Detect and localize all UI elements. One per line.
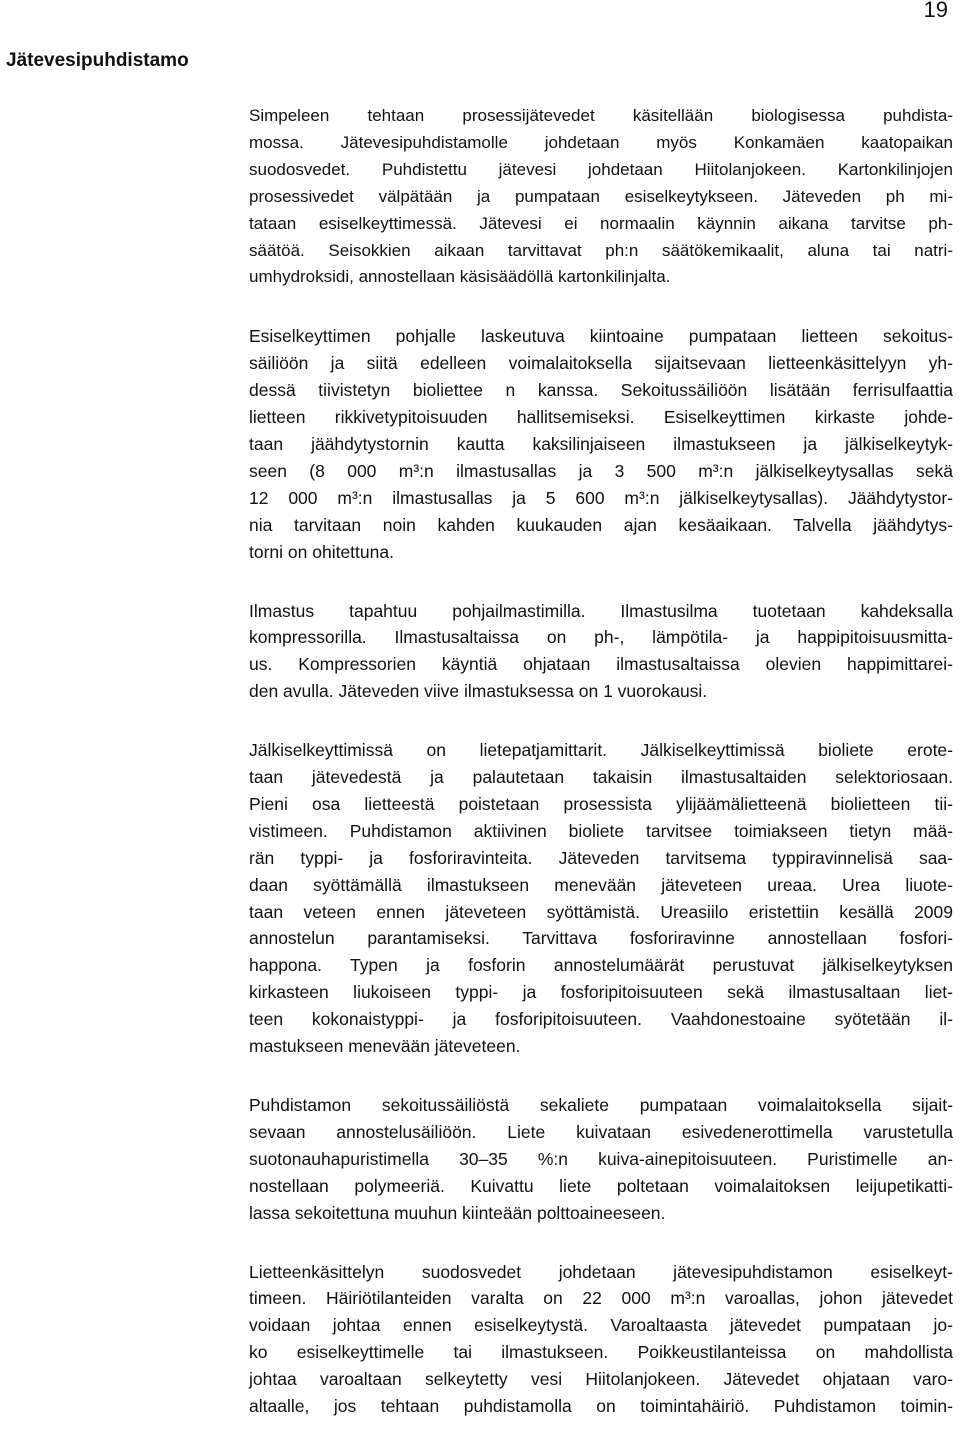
text-line: nostellaan polymeeriä. Kuivattu liete poltetaan voimalaitoksen leijupetikatti-	[249, 1175, 953, 1196]
text-line: mastukseen menevään jäteveteen.	[249, 1036, 521, 1057]
text-line: ko esiselkeyttimelle tai ilmastukseen. Poikkeustilanteissa on mahdollista	[249, 1342, 953, 1363]
text-line: tataan esiselkeyttimessä. Jätevesi ei normaalin käynnin aikana tarvitse ph-	[249, 213, 953, 233]
text-line: säiliöön ja siitä edelleen voimalaitoksella sijaitsevaan lietteenkäsittelyyn yh-	[249, 353, 953, 374]
text-line: kompressorilla. Ilmastusaltaissa on ph-, lämpötila- ja happipitoisuusmitta-	[249, 627, 953, 648]
text-line: Lietteenkäsittelyn suodosvedet johdetaan jätevesipuhdistamon esiselkeyt-	[249, 1261, 953, 1282]
text-line: suodosvedet. Puhdistettu jätevesi johdetaan Hiitolanjokeen. Kartonkilinjojen	[249, 159, 953, 179]
text-line: vistimeen. Puhdistamon aktiivinen bioliete tarvitsee toimiakseen tietyn mää-	[249, 820, 953, 841]
text-line: Puhdistamon sekoitussäiliöstä sekaliete pumpataan voimalaitoksella sijait-	[249, 1095, 953, 1115]
text-line: kirkasteen liukoiseen typpi- ja fosforipitoisuuteen sekä ilmastusaltaan liet-	[249, 982, 953, 1003]
text-line: säätöä. Seisokkien aikaan tarvittavat ph:n säätökemikaalit, aluna tai natri-	[249, 240, 953, 260]
text-line: prosessivedet välpätään ja pumpataan esiselkeytykseen. Jäteveden ph mi-	[249, 186, 953, 206]
text-line: taan veteen ennen jäteveteen syöttämistä. Ureasiilo eristettiin kesällä 2009	[249, 901, 953, 922]
text-line: suotonauhapuristimella 30–35 %:n kuiva-ainepitoisuuteen. Puristimelle an-	[249, 1148, 953, 1169]
text-line: torni on ohitettuna.	[249, 541, 394, 562]
paragraph-pretreatment	[249, 103, 953, 291]
body-text	[249, 103, 953, 1452]
text-line: mossa. Jätevesipuhdistamolle johdetaan myös Konkamäen kaatopaikan	[249, 132, 953, 152]
text-line: rän typpi- ja fosforiravinteita. Jäteveden tarvitsema typpiravinnelisä saa-	[249, 847, 953, 868]
section-heading: Jätevesipuhdistamo	[6, 50, 189, 71]
text-line: teen kokonaistyppi- ja fosforipitoisuuteen. Vaahdonestoaine syötetään il-	[249, 1009, 953, 1030]
text-line: lassa sekoitettuna muuhun kiinteään polttoaineeseen.	[249, 1202, 666, 1223]
text-line: timeen. Häiriötilanteiden varalta on 22 000 m³:n varoallas, johon jätevedet	[249, 1288, 953, 1309]
paragraph-secondary-clarifier	[249, 737, 953, 1060]
text-line: 12 000 m³:n ilmastusallas ja 5 600 m³:n jälkiselkeytysallas). Jäähdytystor-	[249, 487, 953, 508]
paragraph-sludge-handling	[249, 1092, 953, 1227]
page-number: 19	[923, 0, 948, 22]
text-line: annostelun parantamiseksi. Tarvittava fosforiravinne annostellaan fosfori-	[249, 928, 953, 949]
text-line: Simpeleen tehtaan prosessijätevedet käsitellään biologisessa puhdista-	[249, 106, 953, 125]
text-line: Pieni osa lietteestä poistetaan prosessista ylijäämälietteenä biolietteen tii-	[249, 793, 953, 814]
text-line: seen (8 000 m³:n ilmastusallas ja 3 500 m³:n jälkiselkeytysallas sekä	[249, 460, 953, 481]
text-line: taan jätevedestä ja palautetaan takaisin ilmastusaltaiden selektoriosaan.	[249, 767, 953, 788]
text-line: Ilmastus tapahtuu pohjailmastimilla. Ilmastusilma tuotetaan kahdeksalla	[249, 600, 953, 621]
text-line: dessä tiivistetyn bioliettee n kanssa. Sekoitussäiliöön lisätään ferrisulfaattia	[249, 380, 953, 401]
text-line: den avulla. Jäteveden viive ilmastuksessa on 1 vuorokausi.	[249, 681, 708, 702]
text-line: daan syöttämällä ilmastukseen menevään jäteveteen ureaa. Urea liuote-	[249, 874, 953, 895]
text-line: altaalle, jos tehtaan puhdistamolla on toimintahäiriö. Puhdistamon toimin-	[249, 1396, 953, 1417]
text-line: taan jäähdytystornin kautta kaksilinjaiseen ilmastukseen ja jälkiselkeytyk-	[249, 433, 953, 454]
text-line: us. Kompressorien käyntiä ohjataan ilmastusaltaissa olevien happimittarei-	[249, 654, 953, 675]
text-line: happona. Typen ja fosforin annostelumäärät perustuvat jälkiselkeytyksen	[249, 955, 953, 976]
paragraph-aeration	[249, 598, 953, 706]
text-line: voidaan johtaa ennen esiselkeytystä. Varoaltaasta jätevedet pumpataan jo-	[249, 1315, 953, 1336]
text-line: lietteen rikkivetypitoisuuden hallitsemiseksi. Esiselkeyttimen kirkaste johde-	[249, 407, 953, 428]
text-line: umhydroksidi, annostellaan käsisäädöllä kartonkilinjalta.	[249, 267, 671, 287]
text-line: sevaan annostelusäiliöön. Liete kuivataan esivedenerottimella varustetulla	[249, 1121, 953, 1142]
text-line: johtaa varoaltaan selkeytetty vesi Hiitolanjokeen. Jätevedet ohjataan varo-	[249, 1369, 953, 1390]
text-line: Esiselkeyttimen pohjalle laskeutuva kiintoaine pumpataan lietteen sekoitus-	[249, 326, 953, 347]
text-line: nia tarvitaan noin kahden kuukauden ajan kesäaikaan. Talvella jäähdytys-	[249, 514, 953, 535]
text-line: Jälkiselkeyttimissä on lietepatjamittarit. Jälkiselkeyttimissä bioliete erote-	[249, 740, 953, 761]
paragraph-emergency-basin	[249, 1259, 953, 1420]
paragraph-primary-clarifier	[249, 323, 953, 565]
